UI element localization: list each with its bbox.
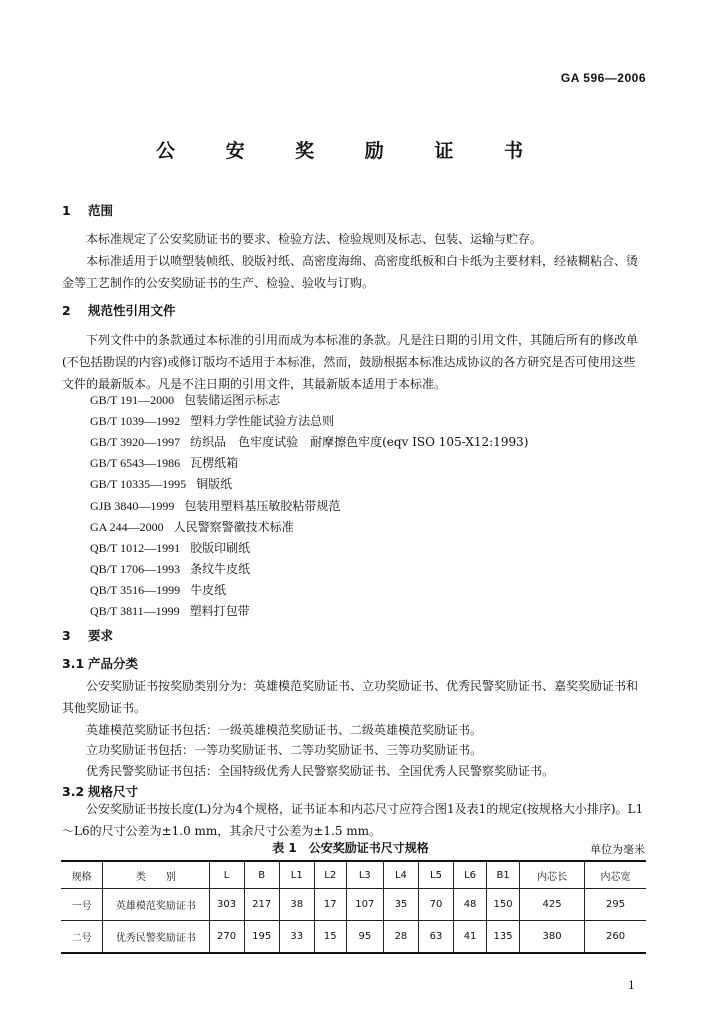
table-cell: 二号 xyxy=(61,921,103,954)
table-header-cell: L3 xyxy=(346,861,383,889)
table-cell: 35 xyxy=(383,889,418,921)
reference-item xyxy=(90,539,250,556)
section-1-heading xyxy=(62,201,113,219)
table-cell: 270 xyxy=(209,921,244,954)
table-header-row xyxy=(61,861,646,889)
reference-code: QB/T 3811—1999 xyxy=(90,604,180,618)
table-cell: 150 xyxy=(487,889,520,921)
section-title: 规范性引用文件 xyxy=(88,303,176,318)
table-cell: 33 xyxy=(279,921,314,954)
section-title: 规格尺寸 xyxy=(88,784,139,799)
section-1-paragraph-2: 本标准适用于以喷塑装帧纸、胶版衬纸、高密度海绵、高密度纸板和白卡纸为主要材料，经裱糊粘合、烫金等工艺制作的公安奖励证书的生产、检验、验收与订购。 xyxy=(62,254,639,290)
table-cell: 28 xyxy=(383,921,418,954)
reference-title: 条纹牛皮纸 xyxy=(190,561,251,576)
table-cell: 260 xyxy=(585,921,646,954)
reference-code: GJB 3840—1999 xyxy=(90,498,175,513)
table-cell: 95 xyxy=(346,921,383,954)
table-cell: 38 xyxy=(279,889,314,921)
table-cell: 48 xyxy=(454,889,487,921)
page-number: 1 xyxy=(628,979,635,992)
table-cell: 380 xyxy=(520,921,585,954)
reference-title: 纺织品 色牢度试验 耐摩擦色牢度(eqv ISO 105-X12:1993) xyxy=(190,435,529,450)
reference-code: QB/T 1012—1991 xyxy=(90,540,181,555)
table-header-cell: L1 xyxy=(279,861,314,889)
table-header-cell: 内芯宽 xyxy=(585,861,646,889)
reference-title: 瓦楞纸箱 xyxy=(190,456,239,471)
reference-title: 塑料打包带 xyxy=(189,604,250,618)
table-header-cell: B1 xyxy=(487,861,520,889)
table-cell: 303 xyxy=(209,889,244,921)
table-header-cell: 内芯长 xyxy=(520,861,585,889)
reference-code: QB/T 1706—1993 xyxy=(90,561,181,576)
reference-title: 人民警察警徽技术标准 xyxy=(173,519,294,534)
table-cell: 英雄模范奖励证书 xyxy=(103,889,209,921)
section-number: 1 xyxy=(62,203,71,218)
reference-code: GB/T 191—2000 xyxy=(90,393,175,407)
table-header-cell: L5 xyxy=(418,861,453,889)
table-cell: 41 xyxy=(454,921,487,954)
reference-item xyxy=(90,518,294,535)
reference-item xyxy=(90,454,238,471)
table-header-cell: L4 xyxy=(383,861,418,889)
table-cell: 70 xyxy=(418,889,453,921)
reference-item xyxy=(90,433,528,450)
table-row xyxy=(61,921,646,954)
table-cell: 17 xyxy=(314,889,346,921)
reference-code: GB/T 1039—1992 xyxy=(90,414,181,429)
reference-item xyxy=(90,412,334,429)
reference-title: 塑料力学性能试验方法总则 xyxy=(190,414,335,429)
section-3-1-paragraph-1: 公安奖励证书按奖励类别分为：英雄模范奖励证书、立功奖励证书、优秀民警奖励证书、嘉奖奖励证书和其他奖励证书。 xyxy=(62,679,639,715)
section-2-heading xyxy=(62,301,176,319)
reference-code: QB/T 3516—1999 xyxy=(90,582,181,597)
table-cell: 优秀民警奖励证书 xyxy=(103,921,209,954)
section-3-1-paragraph-2: 英雄模范奖励证书包括：一级英雄模范奖励证书、二级英雄模范奖励证书。 xyxy=(86,723,483,737)
table-cell: 217 xyxy=(244,889,279,921)
section-number: 2 xyxy=(62,303,71,318)
section-number: 3.2 xyxy=(62,784,85,799)
table-cell: 425 xyxy=(520,889,585,921)
table-cell: 295 xyxy=(585,889,646,921)
reference-code: GB/T 10335—1995 xyxy=(90,477,187,492)
reference-item xyxy=(90,602,250,619)
section-number: 3.1 xyxy=(62,656,85,671)
table-cell: 107 xyxy=(346,889,383,921)
section-number: 3 xyxy=(62,628,71,643)
table-cell: 一号 xyxy=(61,889,103,921)
table-row xyxy=(61,889,646,921)
reference-item xyxy=(90,581,226,598)
reference-item xyxy=(90,560,250,577)
reference-title: 包装储运图示标志 xyxy=(184,393,281,407)
reference-item xyxy=(90,497,340,514)
table-cell: 195 xyxy=(244,921,279,954)
document-title: 公 安 奖 励 证 书 xyxy=(155,140,546,162)
section-title: 要求 xyxy=(88,628,114,643)
section-3-1-heading xyxy=(62,654,138,672)
section-title: 范围 xyxy=(88,203,114,218)
table-header-cell: L6 xyxy=(454,861,487,889)
table-unit-note: 单位为毫米 xyxy=(590,843,645,856)
reference-title: 牛皮纸 xyxy=(190,582,227,597)
table-header-cell: L2 xyxy=(314,861,346,889)
reference-item xyxy=(90,475,232,492)
reference-code: GA 244—2000 xyxy=(90,519,164,534)
section-2-intro: 下列文件中的条款通过本标准的引用而成为本标准的条款。凡是注日期的引用文件，其随后所有的修改单(不包括勘误的内容)或修订版均不适用于本标准，然而，鼓励根据本标准达成协议的各方研究是否可使用这些文件的最新版本。凡是不注日期的引用文件，其最新版本适用于本标准。 xyxy=(62,333,639,391)
size-spec-table xyxy=(61,860,646,954)
table-header-cell: B xyxy=(244,861,279,889)
section-1-paragraph-1: 本标准规定了公安奖励证书的要求、检验方法、检验规则及标志、包装、运输与贮存。 xyxy=(86,232,543,246)
section-3-1-paragraph-4: 优秀民警奖励证书包括：全国特级优秀人民警察奖励证书、全国优秀人民警察奖励证书。 xyxy=(86,764,555,778)
reference-item xyxy=(90,391,280,408)
table-cell: 135 xyxy=(487,921,520,954)
section-title: 产品分类 xyxy=(88,656,139,671)
standard-number: GA 596—2006 xyxy=(560,71,646,85)
section-3-2-paragraph-1: 公安奖励证书按长度(L)分为4个规格，证书证本和内芯尺寸应符合图1及表1的规定(按规格大小排序)。L1～L6的尺寸公差为±1.0 mm，其余尺寸公差为±1.5 mm。 xyxy=(62,802,644,838)
reference-code: GB/T 3920—1997 xyxy=(90,435,181,450)
table-body xyxy=(61,889,646,954)
reference-title: 胶版印刷纸 xyxy=(190,540,251,555)
table-header-cell: 规格 xyxy=(61,861,103,889)
table-header-cell: L xyxy=(209,861,244,889)
table-cell: 63 xyxy=(418,921,453,954)
reference-title: 包装用塑料基压敏胶粘带规范 xyxy=(184,498,341,513)
table-cell: 15 xyxy=(314,921,346,954)
table-caption: 表 1 公安奖励证书尺寸规格 xyxy=(272,841,429,855)
section-3-1-paragraph-3: 立功奖励证书包括：一等功奖励证书、二等功奖励证书、三等功奖励证书。 xyxy=(86,743,483,757)
section-3-heading xyxy=(62,626,113,644)
reference-title: 铜版纸 xyxy=(196,477,233,492)
table-header-cell: 类 别 xyxy=(103,861,209,889)
reference-code: GB/T 6543—1986 xyxy=(90,456,181,471)
